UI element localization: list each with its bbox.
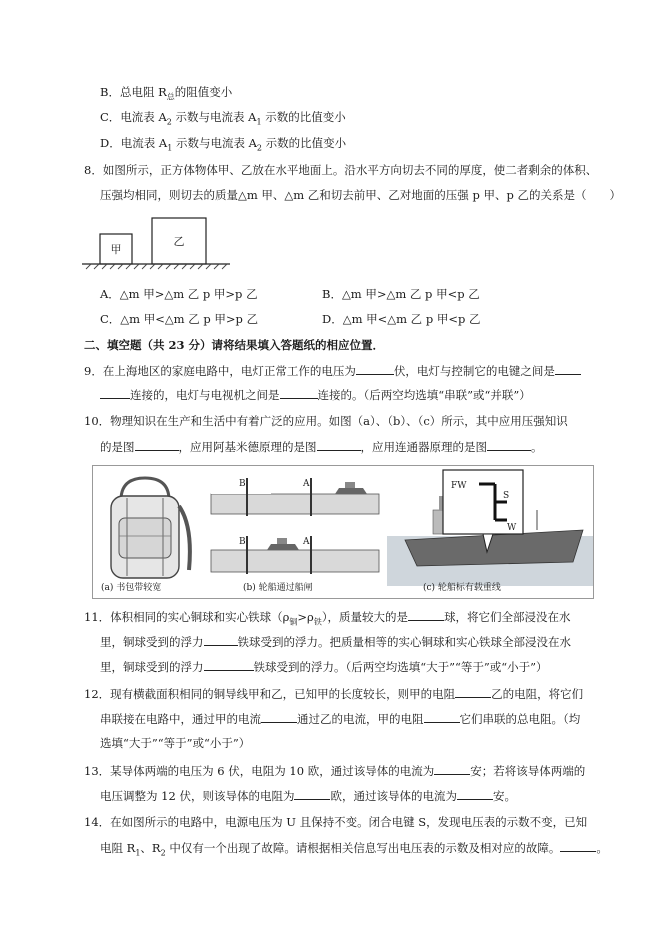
gate-a-label: A <box>303 537 310 547</box>
caption-b: (b) 轮船通过船闸 <box>243 583 313 593</box>
subscript: 2 <box>256 143 263 153</box>
answer-blank[interactable] <box>408 608 444 621</box>
q12-text: 通过乙的电流，甲的电阻 <box>297 712 424 726</box>
ship-lock-illustration <box>207 466 383 598</box>
q9-text: 连接的，电灯与电视机之间是 <box>130 388 280 402</box>
load-line-ship-illustration <box>387 466 593 598</box>
q10-line2 <box>100 438 543 455</box>
q14-line2 <box>100 839 608 861</box>
q8-option-a: A．△m 甲>△m 乙 p 甲>p 乙 <box>100 287 258 301</box>
answer-blank[interactable] <box>424 710 460 723</box>
q11-text: 铁球受到的浮力。（后两空均选填“大于”“等于”或“小于”） <box>253 660 548 674</box>
answer-blank[interactable] <box>204 633 238 646</box>
answer-blank[interactable] <box>434 762 470 775</box>
q13-text: 电压调整为 12 伏，则该导体的电阻为 <box>100 789 295 803</box>
option-text: 示数与电流表 A <box>171 110 257 124</box>
option-text: 示数的比值变小 <box>261 110 346 124</box>
q12-text: 它们串联的总电阻。（均 <box>459 712 581 726</box>
answer-blank[interactable] <box>455 685 491 698</box>
q11-text: 球，将它们全部浸没在水 <box>444 610 571 624</box>
gate-a-label: A <box>303 479 310 489</box>
q7-option-c <box>100 109 346 130</box>
block-yi-label: 乙 <box>173 235 185 248</box>
answer-blank[interactable] <box>356 362 394 375</box>
q12-line2 <box>100 710 580 727</box>
q13-text: 13．某导体两端的电压为 6 伏，电阻为 10 欧，通过该导体的电流为 <box>84 764 435 778</box>
answer-blank[interactable] <box>135 438 179 451</box>
q8-option-d: D．△m 甲<△m 乙 p 甲<p 乙 <box>322 312 481 326</box>
q12-text: 串联接在电路中，通过甲的电流 <box>100 712 261 726</box>
subscript: 2 <box>166 117 172 127</box>
q11-line2 <box>100 633 571 650</box>
q13-line1 <box>84 762 585 779</box>
q14-text: 电阻 R <box>100 841 136 855</box>
q13-text: 欧，通过该导体的电流为 <box>330 789 457 803</box>
subscript: 1 <box>256 117 262 127</box>
answer-blank[interactable] <box>555 362 581 375</box>
q11-text: 铁球受到的浮力。把质量相等的实心铜球和实心铁球全部浸没在水 <box>237 635 571 649</box>
q10-figure <box>92 465 594 599</box>
q14-text: 。 <box>596 841 608 855</box>
q10-text: ，应用连通器原理的是图 <box>360 440 487 454</box>
option-label: D． <box>100 136 121 150</box>
q10-text: ，应用阿基米德原理的是图 <box>178 440 317 454</box>
q12-text: 12．现有横截面积相同的铜导线甲和乙，已知甲的长度较长，则甲的电阻 <box>84 687 456 701</box>
answer-blank[interactable] <box>204 658 254 671</box>
q13-line2 <box>100 787 516 804</box>
q12-text: 乙的电阻，将它们 <box>491 687 584 701</box>
subscript: 铜 <box>289 617 298 627</box>
option-text: 示数的比值变小 <box>262 136 347 150</box>
answer-blank[interactable] <box>457 787 493 800</box>
answer-blank[interactable] <box>560 839 596 852</box>
q11-text: ），质量较大的是 <box>321 610 409 624</box>
answer-blank[interactable] <box>261 710 297 723</box>
q9-line2 <box>100 386 531 403</box>
q9-line1 <box>84 362 581 379</box>
q11-text: >ρ <box>297 610 314 624</box>
gate-b-label: B <box>239 479 246 489</box>
gate-b-label: B <box>239 537 246 547</box>
q13-text: 安。 <box>492 789 516 803</box>
block-jia-label: 甲 <box>110 243 122 256</box>
q11-text: 里，铜球受到的浮力 <box>100 635 204 649</box>
q8-option-c: C．△m 甲<△m 乙 p 甲>p 乙 <box>100 312 259 326</box>
q10-line1: 10．物理知识在生产和生活中有着广泛的应用。如图（a）、（b）、（c）所示，其中应用压强知识 <box>84 414 568 428</box>
q9-text: 连接的。（后两空均选填“串联”或“并联”） <box>317 388 531 402</box>
q10-text: 的是图 <box>100 440 135 454</box>
option-label: B． <box>100 85 120 99</box>
backpack-illustration <box>93 466 203 598</box>
answer-blank[interactable] <box>280 386 318 399</box>
q12-line1 <box>84 685 583 702</box>
answer-blank[interactable] <box>317 438 361 451</box>
option-text: 示数与电流表 A <box>172 136 257 150</box>
subscript: 1 <box>167 143 173 153</box>
q11-line1 <box>84 608 571 630</box>
section-heading: 二、填空题（共 23 分）请将结果填入答题纸的相应位置． <box>84 338 385 352</box>
option-text: 的阻值变小 <box>174 85 233 99</box>
subscript: 2 <box>160 848 166 858</box>
option-label: C． <box>100 110 121 124</box>
load-line-fw: FW <box>451 481 467 491</box>
load-line-w: W <box>507 523 517 533</box>
q14-text: 、R <box>140 841 161 855</box>
q8-blocks-figure <box>82 212 232 274</box>
q11-text: 里，铜球受到的浮力 <box>100 660 204 674</box>
answer-blank[interactable] <box>487 438 531 451</box>
answer-blank[interactable] <box>100 386 130 399</box>
q7-option-d <box>100 135 346 156</box>
option-text: 电流表 A <box>120 136 168 150</box>
q8-line2: 压强均相同，则切去的质量△m 甲、△m 乙和切去前甲、乙对地面的压强 p 甲、p 乙的关系是（ ） <box>100 188 621 202</box>
q8-line1: 8．如图所示，正方体物体甲、乙放在水平地面上。沿水平方向切去不同的厚度，使二者剩余的体积、 <box>84 163 598 177</box>
q10-text: 。 <box>531 440 543 454</box>
ground-hatch <box>86 264 227 269</box>
q8-option-b: B．△m 甲>△m 乙 p 甲<p 乙 <box>322 287 480 301</box>
q12-line3: 选填“大于”“等于”或“小于”） <box>100 736 251 750</box>
q9-text: 9．在上海地区的家庭电路中，电灯正常工作的电压为 <box>84 364 356 378</box>
load-line-s: S <box>503 491 510 501</box>
subscript: 铁 <box>313 617 322 627</box>
caption-c: (c) 轮船标有载重线 <box>423 583 501 593</box>
q14-line1: 14．在如图所示的电路中，电源电压为 U 且保持不变。闭合电键 S，发现电压表的示数不变，已知 <box>84 815 588 829</box>
q11-line3 <box>100 658 548 675</box>
q13-text: 安；若将该导体两端的 <box>470 764 586 778</box>
option-text: 电流表 A <box>120 110 167 124</box>
subscript: 1 <box>135 848 141 858</box>
caption-a: (a) 书包带较宽 <box>101 583 162 593</box>
subscript: 总 <box>166 92 175 102</box>
q11-text: 11．体积相同的实心铜球和实心铁球（ρ <box>84 610 290 624</box>
answer-blank[interactable] <box>294 787 330 800</box>
q14-text: 中仅有一个出现了故障。请根据相关信息写出电压表的示数及相对应的故障。 <box>165 841 561 855</box>
q9-text: 伏，电灯与控制它的电键之间是 <box>393 364 555 378</box>
option-text: 总电阻 R <box>119 85 167 99</box>
q7-option-b <box>100 84 232 105</box>
